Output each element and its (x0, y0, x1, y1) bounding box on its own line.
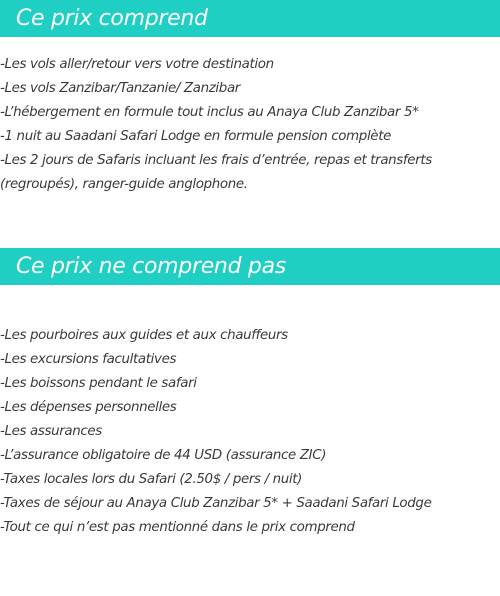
included-list (0, 53, 500, 197)
excluded-item-excursions: -Les excursions facultatives (0, 352, 177, 367)
excluded-section-title: Ce prix ne comprend pas (0, 248, 500, 285)
included-item-domestic-flights: -Les vols Zanzibar/Tanzanie/ Zanzibar (0, 81, 240, 96)
excluded-item-insurance: -Les assurances (0, 424, 102, 439)
included-item-hotel: -L’hébergement en formule tout inclus au Anaya Club Zanzibar 5* (0, 105, 419, 120)
excluded-item-stay-taxes: -Taxes de séjour au Anaya Club Zanzibar 5* + Saadani Safari Lodge (0, 496, 432, 511)
included-item-lodge-night: -1 nuit au Saadani Safari Lodge en formule pension complète (0, 129, 391, 144)
excluded-item-zic-insurance: -L’assurance obligatoire de 44 USD (assurance ZIC) (0, 448, 327, 463)
included-item-safaris: -Les 2 jours de Safaris incluant les frais d’entrée, repas et transferts (regroupés), ranger-guide anglophone. (0, 153, 432, 192)
included-item-flights: -Les vols aller/retour vers votre destination (0, 57, 274, 72)
excluded-item-not-mentioned: -Tout ce qui n’est pas mentionné dans le prix comprend (0, 520, 355, 535)
excluded-item-drinks: -Les boissons pendant le safari (0, 376, 197, 391)
excluded-item-personal-expenses: -Les dépenses personnelles (0, 400, 177, 415)
excluded-list (0, 324, 500, 540)
included-section-title: Ce prix comprend (0, 0, 500, 37)
excluded-item-tips: -Les pourboires aux guides et aux chauffeurs (0, 328, 288, 343)
excluded-item-local-taxes: -Taxes locales lors du Safari (2.50$ / pers / nuit) (0, 472, 303, 487)
